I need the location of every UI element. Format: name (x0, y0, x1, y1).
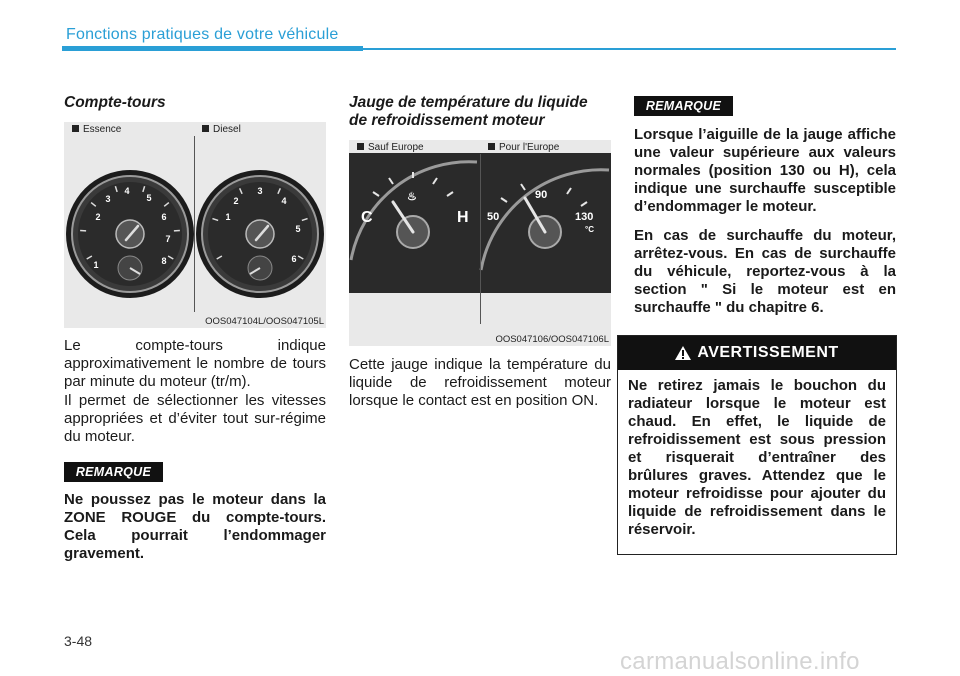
coolant-paragraph: Cette jauge indique la température du liquide de refroidissement moteur lorsque le contact est en position ON. (349, 356, 611, 409)
tachometer-illustration (64, 122, 326, 328)
tach-num: 1 (225, 212, 231, 222)
figure-label-sauf-europe: Sauf Europe (357, 142, 424, 153)
tachometer-paragraph-2: Il permet de sélectionner les vitesses appropriées et d’éviter tout sur-régime du moteur. (64, 392, 326, 445)
warning-body: Ne retirez jamais le bouchon du radiateur lorsque le moteur est chaud. En effet, le liquide de refroidissement est sous pression et risquerait d’entraîner des brûlures graves. Attendez que le moteur refroidisse pour ajouter du liquide de refroidissement dans le réservoir. (628, 377, 886, 538)
tach-num: 4 (281, 196, 287, 206)
figure-divider (194, 136, 195, 312)
coolant-50-label: 50 (487, 211, 500, 223)
figure-caption: OOS047106/OOS047106L (495, 334, 609, 345)
tach-num: 8 (161, 256, 167, 266)
header-rule-thick (62, 46, 363, 51)
tachometer-paragraph-1: Le compte-tours indique approximativement le nombre de tours par minute du moteur (tr/m). (64, 337, 326, 390)
tachometer-note: Ne poussez pas le moteur dans la ZONE ROUGE du compte-tours. Cela pourrait l’endommager gravement. (64, 491, 326, 562)
coolant-c-label: C (361, 209, 373, 226)
tach-num: 5 (146, 193, 152, 203)
coolant-unit-label: °C (585, 225, 594, 234)
overheat-paragraph-1: Lorsque l’aiguille de la jauge affiche une valeur supérieure aux valeurs normales (position 130 ou H), cela indique une surchauffe susceptible d’endommager le moteur. (634, 126, 896, 215)
figure-label-diesel: Diesel (202, 124, 241, 135)
figure-divider (480, 154, 481, 324)
coolant-title-line2: de refroidissement moteur (349, 112, 545, 129)
remarque-badge-left: REMARQUE (64, 462, 163, 482)
warning-title: AVERTISSEMENT (697, 344, 839, 361)
section-header-title: Fonctions pratiques de votre véhicule (66, 26, 339, 43)
warning-header (618, 336, 896, 370)
tach-num: 4 (124, 186, 130, 196)
watermark: carmanualsonline.info (620, 648, 860, 675)
tachometer-figure (64, 122, 326, 328)
coolant-h-label: H (457, 209, 469, 226)
tach-num: 3 (257, 186, 263, 196)
coolant-90-label: 90 (535, 189, 548, 201)
page-number: 3-48 (64, 633, 93, 649)
figure-caption: OOS047104L/OOS047105L (205, 316, 324, 327)
figure-label-essence: Essence (72, 124, 121, 135)
overheat-paragraph-2: En cas de surchauffe du moteur, arrêtez-vous. En cas de surchauffe du véhicule, reportez-vous à la section " Si le moteur est en surchauffe " du chapitre 6. (634, 227, 896, 316)
tach-num: 3 (105, 194, 111, 204)
warning-box (617, 335, 897, 555)
header-rule-thin (363, 48, 896, 50)
tach-num: 2 (233, 196, 239, 206)
figure-label-pour-europe: Pour l'Europe (488, 142, 559, 153)
coolant-figure (349, 140, 611, 346)
tach-num: 7 (165, 234, 171, 244)
tach-num: 1 (93, 260, 99, 270)
coolant-130-label: 130 (575, 211, 594, 223)
tach-num: 5 (295, 224, 301, 234)
tach-num: 2 (95, 212, 101, 222)
thermometer-icon: ♨ (407, 191, 417, 203)
coolant-title-line1: Jauge de température du liquide (349, 94, 588, 111)
tach-num: 6 (161, 212, 167, 222)
warning-triangle-icon (675, 346, 691, 360)
tachometer-title: Compte-tours (64, 94, 166, 111)
remarque-badge-right: REMARQUE (634, 96, 733, 116)
tach-num: 6 (291, 254, 297, 264)
